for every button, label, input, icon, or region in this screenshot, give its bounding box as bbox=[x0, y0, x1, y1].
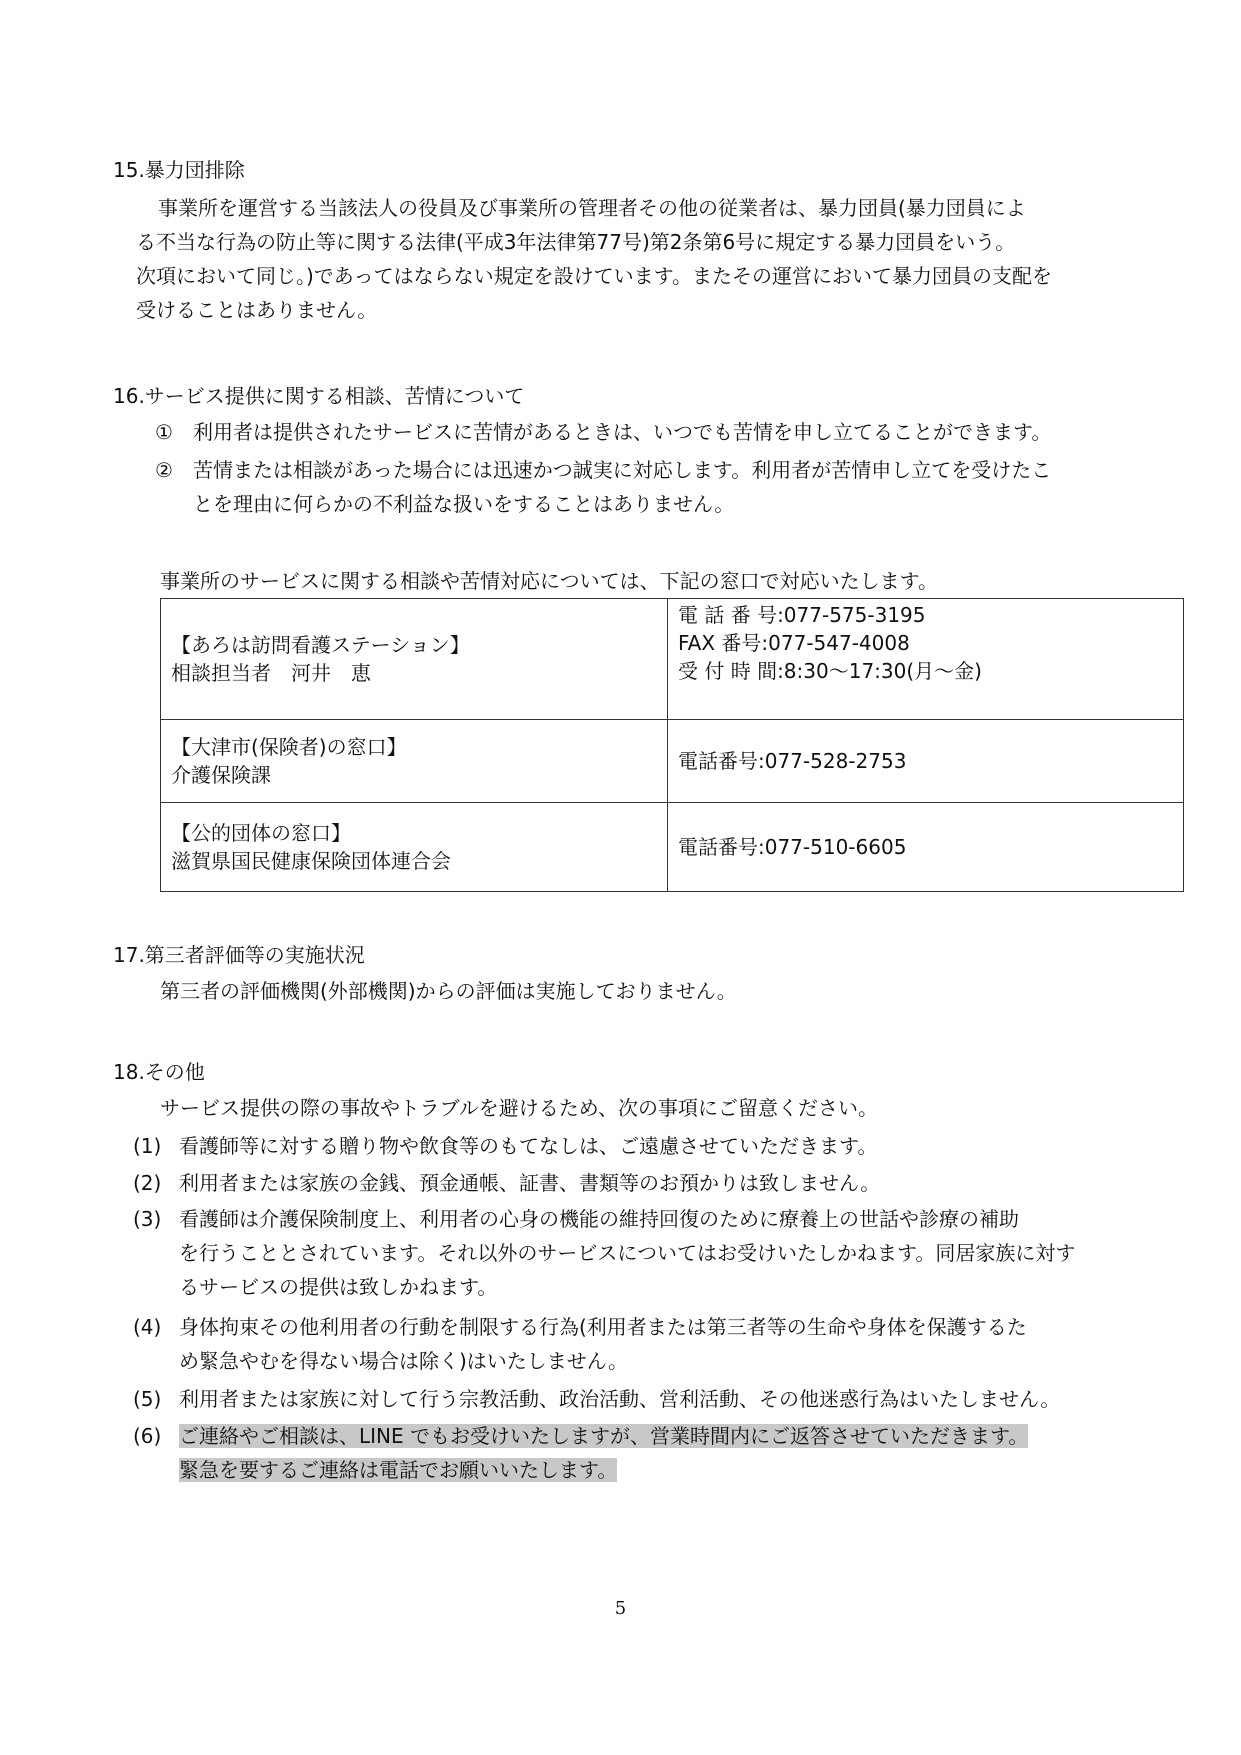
section-18-item-1 bbox=[133, 1129, 877, 1163]
section-15-title: 15.暴力団排除 bbox=[113, 158, 245, 182]
item-marker: ② bbox=[155, 458, 173, 482]
section-17-body: 第三者の評価機関(外部機関)からの評価は実施しておりません。 bbox=[160, 979, 737, 1003]
item-text: 身体拘束その他利用者の行動を制限する行為(利用者または第三者等の生命や身体を保護するた bbox=[179, 1315, 1027, 1339]
section-15-line-3: 次項において同じ。)であってはならない規定を設けています。またその運営において暴力団員の支配を bbox=[136, 264, 1053, 288]
highlighted-text: ご連絡やご相談は、LINE でもお受けいたしますが、営業時間内にご返答させていただきます。 bbox=[179, 1424, 1029, 1448]
item-text: 看護師は介護保険制度上、利用者の心身の機能の維持回復のために療養上の世話や診療の補助 bbox=[179, 1207, 1019, 1231]
table-row bbox=[161, 720, 1184, 803]
section-15-body bbox=[136, 191, 1126, 327]
section-18-item-5 bbox=[133, 1382, 1060, 1416]
table-cell-office bbox=[161, 599, 668, 720]
section-15-line-2: る不当な行為の防止等に関する法律(平成3年法律第77号)第2条第6号に規定する暴力団員をいう。 bbox=[136, 230, 1016, 254]
section-16-title: 16.サービス提供に関する相談、苦情について bbox=[113, 384, 525, 408]
item-text: 利用者は提供されたサービスに苦情があるときは、いつでも苦情を申し立てることができます。 bbox=[193, 420, 1052, 444]
office-name: 【あろは訪問看護ステーション】 bbox=[171, 633, 470, 657]
item-text: 看護師等に対する贈り物や飲食等のもてなしは、ご遠慮させていただきます。 bbox=[179, 1134, 878, 1158]
section-18-item-4 bbox=[133, 1310, 1027, 1378]
table-cell-public-phone bbox=[668, 803, 1184, 892]
section-15-line-4: 受けることはありません。 bbox=[136, 298, 378, 322]
page-number: 5 bbox=[614, 1598, 627, 1619]
contact-table bbox=[160, 598, 1184, 892]
city-department: 介護保険課 bbox=[171, 763, 271, 787]
section-18-item-3 bbox=[133, 1202, 1075, 1304]
section-16-item-1 bbox=[155, 415, 1051, 449]
office-fax: FAX 番号:077-547-4008 bbox=[678, 631, 910, 655]
section-18-item-6 bbox=[133, 1419, 1028, 1487]
table-row bbox=[161, 803, 1184, 892]
contact-table-intro: 事業所のサービスに関する相談や苦情対応については、下記の窓口で対応いたします。 bbox=[160, 569, 938, 593]
item-marker: (4) bbox=[133, 1315, 162, 1339]
section-18-intro: サービス提供の際の事故やトラブルを避けるため、次の事項にご留意ください。 bbox=[160, 1096, 878, 1120]
item-marker: (1) bbox=[133, 1134, 162, 1158]
office-hours: 受 付 時 間:8:30～17:30(月～金) bbox=[678, 659, 982, 683]
section-18-title: 18.その他 bbox=[113, 1060, 205, 1084]
public-organization: 滋賀県国民健康保険団体連合会 bbox=[171, 849, 451, 873]
table-row bbox=[161, 599, 1184, 720]
section-17-title: 17.第三者評価等の実施状況 bbox=[113, 943, 365, 967]
public-phone: 電話番号:077-510-6605 bbox=[678, 835, 907, 859]
item-marker: (5) bbox=[133, 1387, 162, 1411]
item-marker: (3) bbox=[133, 1207, 162, 1231]
section-16-item-2 bbox=[155, 453, 1051, 521]
city-phone: 電話番号:077-528-2753 bbox=[678, 749, 907, 773]
item-marker: ① bbox=[155, 420, 173, 444]
table-cell-public bbox=[161, 803, 668, 892]
section-15-line-1: 事業所を運営する当該法人の役員及び事業所の管理者その他の従業者は、暴力団員(暴力団員によ bbox=[158, 196, 1026, 220]
item-text: を行うこととされています。それ以外のサービスについてはお受けいたしかねます。同居家族に対す bbox=[179, 1241, 1076, 1265]
office-phone: 電 話 番 号:077-575-3195 bbox=[678, 603, 926, 627]
table-cell-city-phone bbox=[668, 720, 1184, 803]
item-text: るサービスの提供は致しかねます。 bbox=[179, 1275, 498, 1299]
item-text: 利用者または家族に対して行う宗教活動、政治活動、営利活動、その他迷惑行為はいたしません。 bbox=[179, 1387, 1061, 1411]
item-marker: (6) bbox=[133, 1424, 162, 1448]
item-text: 利用者または家族の金銭、預金通帳、証書、書類等のお預かりは致しません。 bbox=[179, 1171, 881, 1195]
highlighted-text: 緊急を要するご連絡は電話でお願いいたします。 bbox=[179, 1458, 618, 1482]
section-18-item-2 bbox=[133, 1166, 880, 1200]
table-cell-city bbox=[161, 720, 668, 803]
city-window-name: 【大津市(保険者)の窓口】 bbox=[171, 735, 407, 759]
item-text: 苦情または相談があった場合には迅速かつ誠実に対応します。利用者が苦情申し立てを受けたこ bbox=[193, 458, 1052, 482]
item-text: とを理由に何らかの不利益な扱いをすることはありません。 bbox=[193, 492, 735, 516]
item-text: め緊急やむを得ない場合は除く)はいたしません。 bbox=[179, 1349, 629, 1373]
office-contact-person: 相談担当者 河井 恵 bbox=[171, 661, 371, 685]
table-cell-office-phone bbox=[668, 599, 1184, 720]
public-window-name: 【公的団体の窓口】 bbox=[171, 821, 351, 845]
item-marker: (2) bbox=[133, 1171, 162, 1195]
